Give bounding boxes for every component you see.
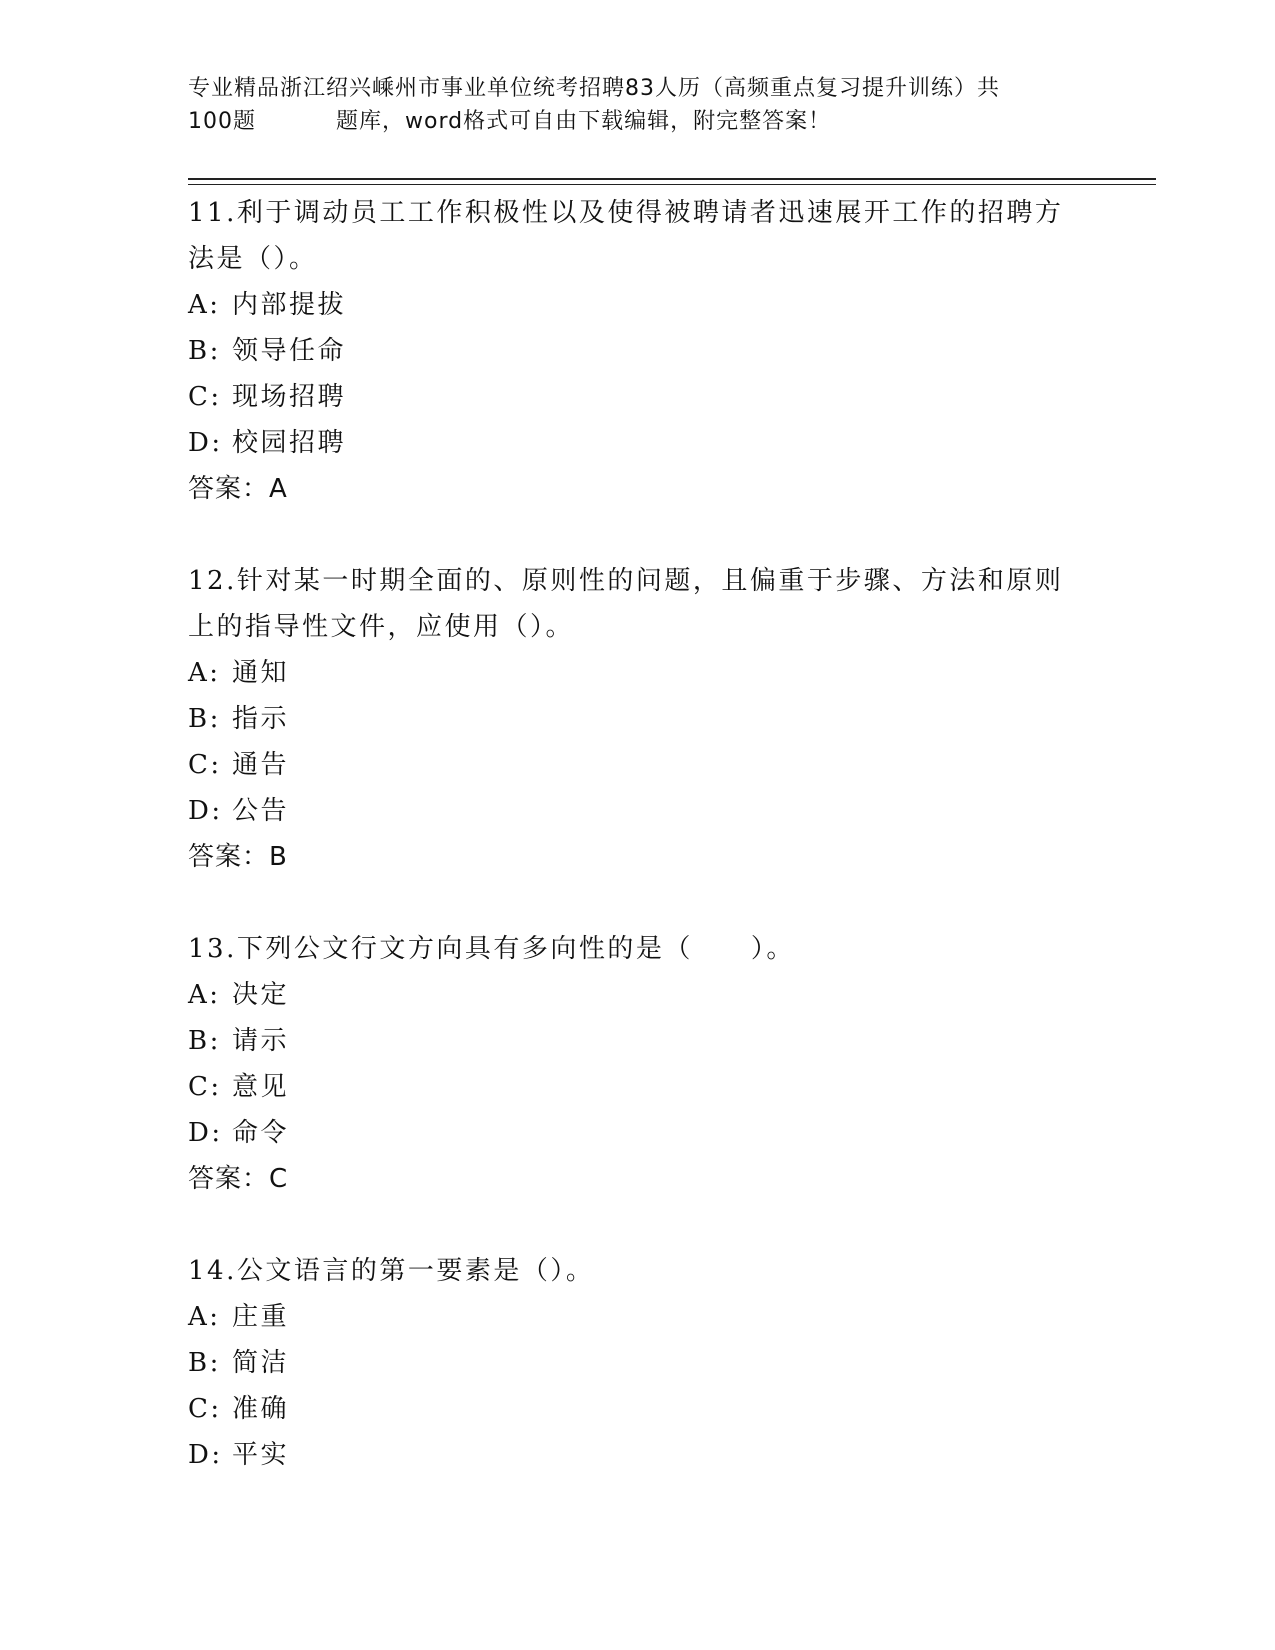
option-label: A: <box>188 658 221 688</box>
header-description: 题库，word格式可自由下载编辑，附完整答案！ <box>336 109 832 134</box>
option-label: B: <box>188 336 221 366</box>
option-a <box>188 650 1088 696</box>
header-count: 100题 <box>188 109 256 134</box>
question-13 <box>188 926 1088 1202</box>
option-label: A: <box>188 290 221 320</box>
option-label: B: <box>188 704 221 734</box>
option-c <box>188 374 1088 420</box>
question-stem-start: 13.下列公文行文方向具有多向性的是（ <box>188 934 693 964</box>
option-label: A: <box>188 1302 221 1332</box>
option-text: 命令 <box>232 1118 290 1148</box>
option-text: 领导任命 <box>232 336 347 366</box>
option-text: 准确 <box>232 1394 290 1424</box>
question-stem <box>188 926 1088 972</box>
answer: 答案：C <box>188 1164 289 1194</box>
option-text: 简洁 <box>232 1348 290 1378</box>
option-label: B: <box>188 1348 221 1378</box>
option-label: B: <box>188 1026 221 1056</box>
option-d <box>188 1110 1088 1156</box>
question-stem: 12.针对某一时期全面的、原则性的问题，且偏重于步骤、方法和原则 <box>188 566 1064 596</box>
option-text: 校园招聘 <box>232 428 347 458</box>
option-label: D: <box>188 428 223 458</box>
answer: 答案：B <box>188 842 288 872</box>
option-text: 请示 <box>232 1026 290 1056</box>
question-12 <box>188 558 1088 880</box>
option-text: 决定 <box>232 980 290 1010</box>
option-text: 意见 <box>232 1072 290 1102</box>
option-text: 平实 <box>232 1440 290 1470</box>
question-stem: 11.利于调动员工工作积极性以及使得被聘请者迅速展开工作的招聘方 <box>188 198 1064 228</box>
option-text: 公告 <box>232 796 290 826</box>
document-header <box>188 72 1088 138</box>
option-label: C: <box>188 382 222 412</box>
question-stem: 14.公文语言的第一要素是（）。 <box>188 1256 595 1286</box>
option-a <box>188 1294 1088 1340</box>
option-label: C: <box>188 1394 222 1424</box>
header-divider-thick <box>188 178 1156 180</box>
question-stem-continued: 上的指导性文件，应使用（）。 <box>188 612 575 642</box>
option-c <box>188 742 1088 788</box>
question-11 <box>188 190 1088 512</box>
header-line-2 <box>188 105 1088 138</box>
option-b <box>188 1018 1088 1064</box>
option-a <box>188 972 1088 1018</box>
option-text: 内部提拔 <box>232 290 347 320</box>
option-label: D: <box>188 1118 223 1148</box>
option-d <box>188 1432 1088 1478</box>
question-stem-end: ）。 <box>750 934 795 964</box>
question-stem-continued: 法是（）。 <box>188 244 318 274</box>
option-c <box>188 1386 1088 1432</box>
option-text: 指示 <box>232 704 290 734</box>
option-label: C: <box>188 1072 222 1102</box>
option-c <box>188 1064 1088 1110</box>
option-b <box>188 1340 1088 1386</box>
question-list <box>188 190 1088 1478</box>
option-label: D: <box>188 796 223 826</box>
option-text: 通知 <box>232 658 290 688</box>
header-line-1: 专业精品浙江绍兴嵊州市事业单位统考招聘83人历（高频重点复习提升训练）共 <box>188 76 1000 101</box>
option-text: 现场招聘 <box>232 382 347 412</box>
option-label: C: <box>188 750 222 780</box>
option-b <box>188 328 1088 374</box>
option-a <box>188 282 1088 328</box>
option-d <box>188 788 1088 834</box>
option-text: 通告 <box>232 750 290 780</box>
option-label: A: <box>188 980 221 1010</box>
header-divider-thin <box>188 184 1156 185</box>
answer: 答案：A <box>188 474 288 504</box>
option-d <box>188 420 1088 466</box>
option-text: 庄重 <box>232 1302 290 1332</box>
option-b <box>188 696 1088 742</box>
option-label: D: <box>188 1440 223 1470</box>
question-14 <box>188 1248 1088 1478</box>
